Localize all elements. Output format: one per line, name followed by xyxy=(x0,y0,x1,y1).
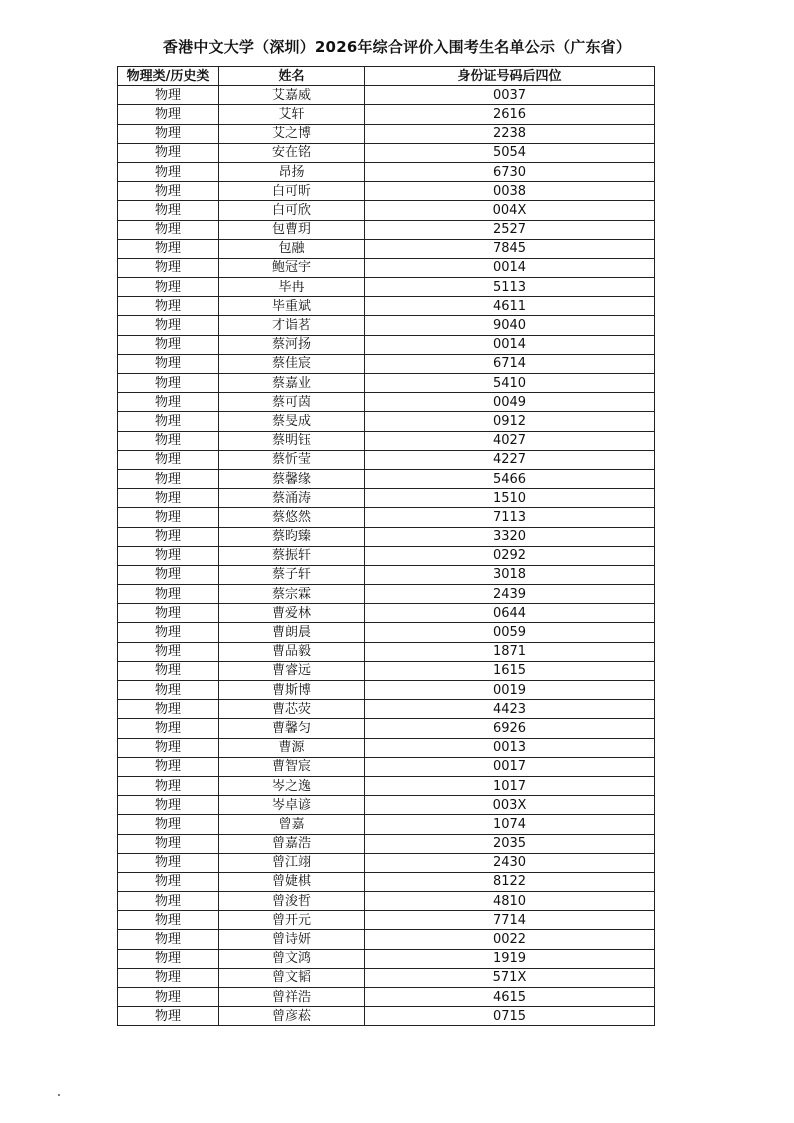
subject-track-cell: 物理 xyxy=(118,719,219,738)
name-cell: 曾婕棋 xyxy=(219,872,365,891)
id-last-four-cell: 2439 xyxy=(365,585,655,604)
column-header-name: 姓名 xyxy=(219,67,365,86)
table-row xyxy=(118,239,655,258)
id-last-four-cell: 0014 xyxy=(365,258,655,277)
id-last-four-cell: 1615 xyxy=(365,661,655,680)
table-row xyxy=(118,700,655,719)
name-cell: 艾轩 xyxy=(219,105,365,124)
name-cell: 蔡嘉业 xyxy=(219,374,365,393)
table-row xyxy=(118,815,655,834)
name-cell: 艾之博 xyxy=(219,124,365,143)
id-last-four-cell: 0037 xyxy=(365,86,655,105)
table-row xyxy=(118,661,655,680)
id-last-four-cell: 0019 xyxy=(365,681,655,700)
name-cell: 蔡明钰 xyxy=(219,431,365,450)
subject-track-cell: 物理 xyxy=(118,604,219,623)
subject-track-cell: 物理 xyxy=(118,258,219,277)
name-cell: 昂扬 xyxy=(219,162,365,181)
subject-track-cell: 物理 xyxy=(118,815,219,834)
table-row xyxy=(118,719,655,738)
id-last-four-cell: 2035 xyxy=(365,834,655,853)
name-cell: 蔡宗霖 xyxy=(219,585,365,604)
id-last-four-cell: 0715 xyxy=(365,1007,655,1026)
table-row xyxy=(118,374,655,393)
name-cell: 蔡涌涛 xyxy=(219,489,365,508)
name-cell: 蔡子轩 xyxy=(219,565,365,584)
subject-track-cell: 物理 xyxy=(118,86,219,105)
id-last-four-cell: 571X xyxy=(365,968,655,987)
subject-track-cell: 物理 xyxy=(118,738,219,757)
subject-track-cell: 物理 xyxy=(118,182,219,201)
table-row xyxy=(118,757,655,776)
table-row xyxy=(118,354,655,373)
table-row xyxy=(118,124,655,143)
table-row xyxy=(118,930,655,949)
subject-track-cell: 物理 xyxy=(118,527,219,546)
table-row xyxy=(118,220,655,239)
subject-track-cell: 物理 xyxy=(118,623,219,642)
name-cell: 曹朗晨 xyxy=(219,623,365,642)
subject-track-cell: 物理 xyxy=(118,105,219,124)
subject-track-cell: 物理 xyxy=(118,565,219,584)
table-row xyxy=(118,469,655,488)
column-header-id-last-four: 身份证号码后四位 xyxy=(365,67,655,86)
table-row xyxy=(118,949,655,968)
name-cell: 曾文韬 xyxy=(219,968,365,987)
id-last-four-cell: 4810 xyxy=(365,892,655,911)
name-cell: 蔡悠然 xyxy=(219,508,365,527)
subject-track-cell: 物理 xyxy=(118,988,219,1007)
subject-track-cell: 物理 xyxy=(118,316,219,335)
table-row xyxy=(118,968,655,987)
id-last-four-cell: 8122 xyxy=(365,872,655,891)
subject-track-cell: 物理 xyxy=(118,239,219,258)
subject-track-cell: 物理 xyxy=(118,162,219,181)
table-row xyxy=(118,988,655,1007)
name-cell: 曾浚哲 xyxy=(219,892,365,911)
id-last-four-cell: 0013 xyxy=(365,738,655,757)
subject-track-cell: 物理 xyxy=(118,968,219,987)
id-last-four-cell: 5113 xyxy=(365,278,655,297)
id-last-four-cell: 1919 xyxy=(365,949,655,968)
table-row xyxy=(118,105,655,124)
table-row xyxy=(118,911,655,930)
subject-track-cell: 物理 xyxy=(118,469,219,488)
column-header-subject-track: 物理类/历史类 xyxy=(118,67,219,86)
name-cell: 曹睿远 xyxy=(219,661,365,680)
table-row xyxy=(118,258,655,277)
subject-track-cell: 物理 xyxy=(118,700,219,719)
subject-track-cell: 物理 xyxy=(118,393,219,412)
name-cell: 白可欣 xyxy=(219,201,365,220)
id-last-four-cell: 7113 xyxy=(365,508,655,527)
table-row xyxy=(118,393,655,412)
id-last-four-cell: 4611 xyxy=(365,297,655,316)
name-cell: 毕冉 xyxy=(219,278,365,297)
id-last-four-cell: 9040 xyxy=(365,316,655,335)
name-cell: 曾嘉浩 xyxy=(219,834,365,853)
name-cell: 包曹玥 xyxy=(219,220,365,239)
id-last-four-cell: 1871 xyxy=(365,642,655,661)
subject-track-cell: 物理 xyxy=(118,949,219,968)
id-last-four-cell: 6714 xyxy=(365,354,655,373)
name-cell: 曹源 xyxy=(219,738,365,757)
subject-track-cell: 物理 xyxy=(118,930,219,949)
id-last-four-cell: 6926 xyxy=(365,719,655,738)
id-last-four-cell: 7845 xyxy=(365,239,655,258)
subject-track-cell: 物理 xyxy=(118,450,219,469)
table-row xyxy=(118,450,655,469)
table-row xyxy=(118,604,655,623)
table-row xyxy=(118,508,655,527)
subject-track-cell: 物理 xyxy=(118,201,219,220)
name-cell: 安在铭 xyxy=(219,143,365,162)
subject-track-cell: 物理 xyxy=(118,796,219,815)
table-row xyxy=(118,623,655,642)
subject-track-cell: 物理 xyxy=(118,412,219,431)
table-row xyxy=(118,162,655,181)
table-body xyxy=(118,86,655,1026)
table-row xyxy=(118,278,655,297)
name-cell: 蔡振轩 xyxy=(219,546,365,565)
name-cell: 曹馨匀 xyxy=(219,719,365,738)
id-last-four-cell: 0912 xyxy=(365,412,655,431)
name-cell: 才诣茗 xyxy=(219,316,365,335)
subject-track-cell: 物理 xyxy=(118,220,219,239)
id-last-four-cell: 0059 xyxy=(365,623,655,642)
id-last-four-cell: 1017 xyxy=(365,776,655,795)
table-row xyxy=(118,431,655,450)
table-row xyxy=(118,489,655,508)
name-cell: 白可昕 xyxy=(219,182,365,201)
name-cell: 曾彦菘 xyxy=(219,1007,365,1026)
table-row xyxy=(118,853,655,872)
id-last-four-cell: 3320 xyxy=(365,527,655,546)
id-last-four-cell: 0014 xyxy=(365,335,655,354)
table-row xyxy=(118,738,655,757)
subject-track-cell: 物理 xyxy=(118,297,219,316)
table-row xyxy=(118,335,655,354)
table-row xyxy=(118,565,655,584)
id-last-four-cell: 004X xyxy=(365,201,655,220)
table-row xyxy=(118,316,655,335)
table-row xyxy=(118,143,655,162)
name-cell: 岑卓谚 xyxy=(219,796,365,815)
subject-track-cell: 物理 xyxy=(118,834,219,853)
subject-track-cell: 物理 xyxy=(118,354,219,373)
subject-track-cell: 物理 xyxy=(118,124,219,143)
table-row xyxy=(118,834,655,853)
name-cell: 曹爱林 xyxy=(219,604,365,623)
name-cell: 艾嘉威 xyxy=(219,86,365,105)
name-cell: 蔡河扬 xyxy=(219,335,365,354)
subject-track-cell: 物理 xyxy=(118,374,219,393)
subject-track-cell: 物理 xyxy=(118,872,219,891)
subject-track-cell: 物理 xyxy=(118,776,219,795)
name-cell: 曾诗妍 xyxy=(219,930,365,949)
name-cell: 曾开元 xyxy=(219,911,365,930)
table-header-row xyxy=(118,67,655,86)
id-last-four-cell: 0038 xyxy=(365,182,655,201)
id-last-four-cell: 4027 xyxy=(365,431,655,450)
name-cell: 曹智宸 xyxy=(219,757,365,776)
id-last-four-cell: 5054 xyxy=(365,143,655,162)
subject-track-cell: 物理 xyxy=(118,1007,219,1026)
name-cell: 曹斯博 xyxy=(219,681,365,700)
table-row xyxy=(118,681,655,700)
subject-track-cell: 物理 xyxy=(118,546,219,565)
id-last-four-cell: 0017 xyxy=(365,757,655,776)
table-row xyxy=(118,642,655,661)
id-last-four-cell: 2527 xyxy=(365,220,655,239)
table-row xyxy=(118,872,655,891)
id-last-four-cell: 003X xyxy=(365,796,655,815)
subject-track-cell: 物理 xyxy=(118,853,219,872)
id-last-four-cell: 2616 xyxy=(365,105,655,124)
name-cell: 曾文鸿 xyxy=(219,949,365,968)
name-cell: 鲍冠宇 xyxy=(219,258,365,277)
name-cell: 曾嘉 xyxy=(219,815,365,834)
id-last-four-cell: 0644 xyxy=(365,604,655,623)
id-last-four-cell: 3018 xyxy=(365,565,655,584)
table-row xyxy=(118,201,655,220)
table-row xyxy=(118,297,655,316)
id-last-four-cell: 6730 xyxy=(365,162,655,181)
subject-track-cell: 物理 xyxy=(118,661,219,680)
table-row xyxy=(118,1007,655,1026)
subject-track-cell: 物理 xyxy=(118,335,219,354)
name-cell: 曹芯荧 xyxy=(219,700,365,719)
name-cell: 毕重斌 xyxy=(219,297,365,316)
id-last-four-cell: 0049 xyxy=(365,393,655,412)
table-row xyxy=(118,585,655,604)
id-last-four-cell: 7714 xyxy=(365,911,655,930)
subject-track-cell: 物理 xyxy=(118,757,219,776)
subject-track-cell: 物理 xyxy=(118,911,219,930)
table-row xyxy=(118,86,655,105)
table-row xyxy=(118,546,655,565)
name-cell: 蔡忻莹 xyxy=(219,450,365,469)
name-cell: 蔡旻成 xyxy=(219,412,365,431)
name-cell: 蔡佳宸 xyxy=(219,354,365,373)
subject-track-cell: 物理 xyxy=(118,642,219,661)
id-last-four-cell: 1074 xyxy=(365,815,655,834)
subject-track-cell: 物理 xyxy=(118,143,219,162)
subject-track-cell: 物理 xyxy=(118,892,219,911)
name-cell: 曹品毅 xyxy=(219,642,365,661)
table-row xyxy=(118,527,655,546)
name-cell: 蔡馨缘 xyxy=(219,469,365,488)
subject-track-cell: 物理 xyxy=(118,431,219,450)
name-cell: 包融 xyxy=(219,239,365,258)
subject-track-cell: 物理 xyxy=(118,585,219,604)
subject-track-cell: 物理 xyxy=(118,278,219,297)
name-cell: 蔡昀臻 xyxy=(219,527,365,546)
table-row xyxy=(118,182,655,201)
table-row xyxy=(118,412,655,431)
name-cell: 曾祥浩 xyxy=(219,988,365,1007)
id-last-four-cell: 4615 xyxy=(365,988,655,1007)
subject-track-cell: 物理 xyxy=(118,681,219,700)
id-last-four-cell: 2238 xyxy=(365,124,655,143)
id-last-four-cell: 5466 xyxy=(365,469,655,488)
name-cell: 蔡可茵 xyxy=(219,393,365,412)
table-row xyxy=(118,796,655,815)
scan-speck xyxy=(58,1094,60,1096)
id-last-four-cell: 0022 xyxy=(365,930,655,949)
id-last-four-cell: 2430 xyxy=(365,853,655,872)
table-row xyxy=(118,892,655,911)
id-last-four-cell: 4227 xyxy=(365,450,655,469)
candidate-table xyxy=(117,66,655,1026)
name-cell: 曾江翊 xyxy=(219,853,365,872)
table-row xyxy=(118,776,655,795)
subject-track-cell: 物理 xyxy=(118,489,219,508)
id-last-four-cell: 5410 xyxy=(365,374,655,393)
id-last-four-cell: 1510 xyxy=(365,489,655,508)
id-last-four-cell: 4423 xyxy=(365,700,655,719)
id-last-four-cell: 0292 xyxy=(365,546,655,565)
page-title: 香港中文大学（深圳）2026年综合评价入围考生名单公示（广东省） xyxy=(162,38,632,56)
subject-track-cell: 物理 xyxy=(118,508,219,527)
name-cell: 岑之逸 xyxy=(219,776,365,795)
